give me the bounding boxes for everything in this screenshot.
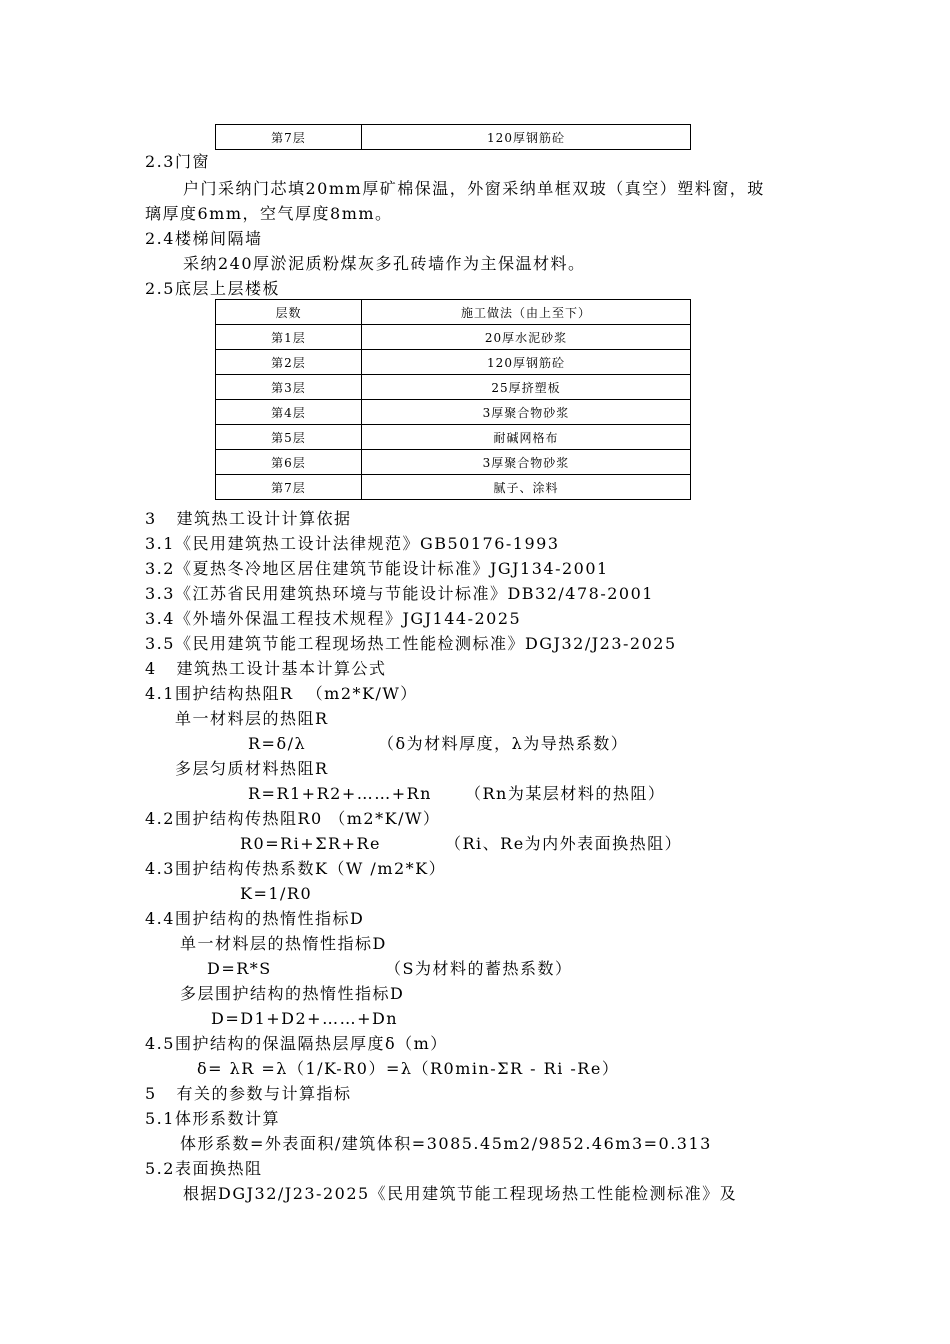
layer-cell: 第7层: [216, 475, 362, 500]
header-cell-layer: 层数: [216, 300, 362, 325]
paragraph: 采纳240厚淤泥质粉煤灰多孔砖墙作为主保温材料。: [183, 254, 586, 273]
layer-cell: 第6层: [216, 450, 362, 475]
layer-cell: 第3层: [216, 375, 362, 400]
formula: δ= λR =λ（1/K-R0）=λ（R0min-ΣR - Ri -Re）: [197, 1059, 620, 1078]
floor-slab-table: [215, 299, 691, 500]
method-cell: 20厚水泥砂浆: [362, 325, 691, 350]
formula-note: （S为材料的蓄热系数）: [385, 959, 573, 978]
formula-label: 多层匀质材料热阻R: [175, 759, 329, 778]
subsection-heading: 4.1围护结构热阻R （m2*K/W）: [145, 684, 418, 703]
reference-item: 3.5《民用建筑节能工程现场热工性能检测标准》DGJ32/J23-2025: [145, 634, 677, 653]
table-row: [216, 450, 691, 475]
paragraph: 体形系数=外表面积/建筑体积=3085.45m2/9852.46m3=0.313: [180, 1134, 712, 1153]
section-heading-2-5: 2.5底层上层楼板: [145, 279, 280, 298]
reference-item: 3.2《夏热冬冷地区居住建筑节能设计标准》JGJ134-2001: [145, 559, 609, 578]
subsection-heading: 4.2围护结构传热阻R0 （m2*K/W）: [145, 809, 441, 828]
formula: D=R*S: [207, 959, 272, 978]
table-row: [216, 325, 691, 350]
section-heading-5: 5 有关的参数与计算指标: [145, 1084, 352, 1103]
table-row: [216, 475, 691, 500]
formula: R=δ/λ: [248, 734, 307, 753]
subsection-heading: 4.5围护结构的保温隔热层厚度δ（m）: [145, 1034, 448, 1053]
section-heading-4: 4 建筑热工设计基本计算公式: [145, 659, 387, 678]
method-cell: 耐碱网格布: [362, 425, 691, 450]
layer-cell: 第5层: [216, 425, 362, 450]
table-row: [216, 125, 691, 150]
subsection-heading: 5.2表面换热阻: [145, 1159, 263, 1178]
subsection-heading: 4.4围护结构的热惰性指标D: [145, 909, 365, 928]
formula: K=1/R0: [240, 884, 313, 903]
formula: D=D1+D2+……+Dn: [211, 1009, 399, 1028]
subsection-heading: 5.1体形系数计算: [145, 1109, 280, 1128]
reference-item: 3.3《江苏省民用建筑热环境与节能设计标准》DB32/478-2001: [145, 584, 654, 603]
layer-cell: 第1层: [216, 325, 362, 350]
paragraph: 璃厚度6mm，空气厚度8mm。: [145, 204, 393, 223]
section-heading-2-4: 2.4楼梯间隔墙: [145, 229, 263, 248]
section-heading-3: 3 建筑热工设计计算依据: [145, 509, 352, 528]
table-row: [216, 350, 691, 375]
method-cell: 120厚钢筋砼: [362, 350, 691, 375]
top-table: [215, 124, 691, 150]
paragraph: 户门采纳门芯填20mm厚矿棉保温，外窗采纳单框双玻（真空）塑料窗，玻: [183, 179, 765, 198]
formula-label: 单一材料层的热惰性指标D: [180, 934, 387, 953]
section-heading-2-3: 2.3门窗: [145, 152, 210, 171]
table-header-row: [216, 300, 691, 325]
table-row: [216, 425, 691, 450]
method-cell: 120厚钢筋砼: [362, 125, 691, 150]
reference-item: 3.1《民用建筑热工设计法律规范》GB50176-1993: [145, 534, 560, 553]
method-cell: 3厚聚合物砂浆: [362, 400, 691, 425]
formula-note: （δ为材料厚度，λ为导热系数）: [378, 734, 629, 753]
formula-note: （Ri、Re为内外表面换热阻）: [445, 834, 683, 853]
header-cell-method: 施工做法（由上至下）: [362, 300, 691, 325]
formula: R=R1+R2+……+Rn: [248, 784, 432, 803]
layer-cell: 第2层: [216, 350, 362, 375]
formula-note: （Rn为某层材料的热阻）: [465, 784, 666, 803]
reference-item: 3.4《外墙外保温工程技术规程》JGJ144-2025: [145, 609, 522, 628]
formula: R0=Ri+ΣR+Re: [240, 834, 381, 853]
method-cell: 25厚挤塑板: [362, 375, 691, 400]
subsection-heading: 4.3围护结构传热系数K（W /m2*K）: [145, 859, 447, 878]
table-row: [216, 375, 691, 400]
formula-label: 多层围护结构的热惰性指标D: [180, 984, 405, 1003]
method-cell: 3厚聚合物砂浆: [362, 450, 691, 475]
paragraph: 根据DGJ32/J23-2025《民用建筑节能工程现场热工性能检测标准》及: [183, 1184, 738, 1203]
table-row: [216, 400, 691, 425]
layer-cell: 第4层: [216, 400, 362, 425]
method-cell: 腻子、涂料: [362, 475, 691, 500]
formula-label: 单一材料层的热阻R: [175, 709, 329, 728]
layer-cell: 第7层: [216, 125, 362, 150]
